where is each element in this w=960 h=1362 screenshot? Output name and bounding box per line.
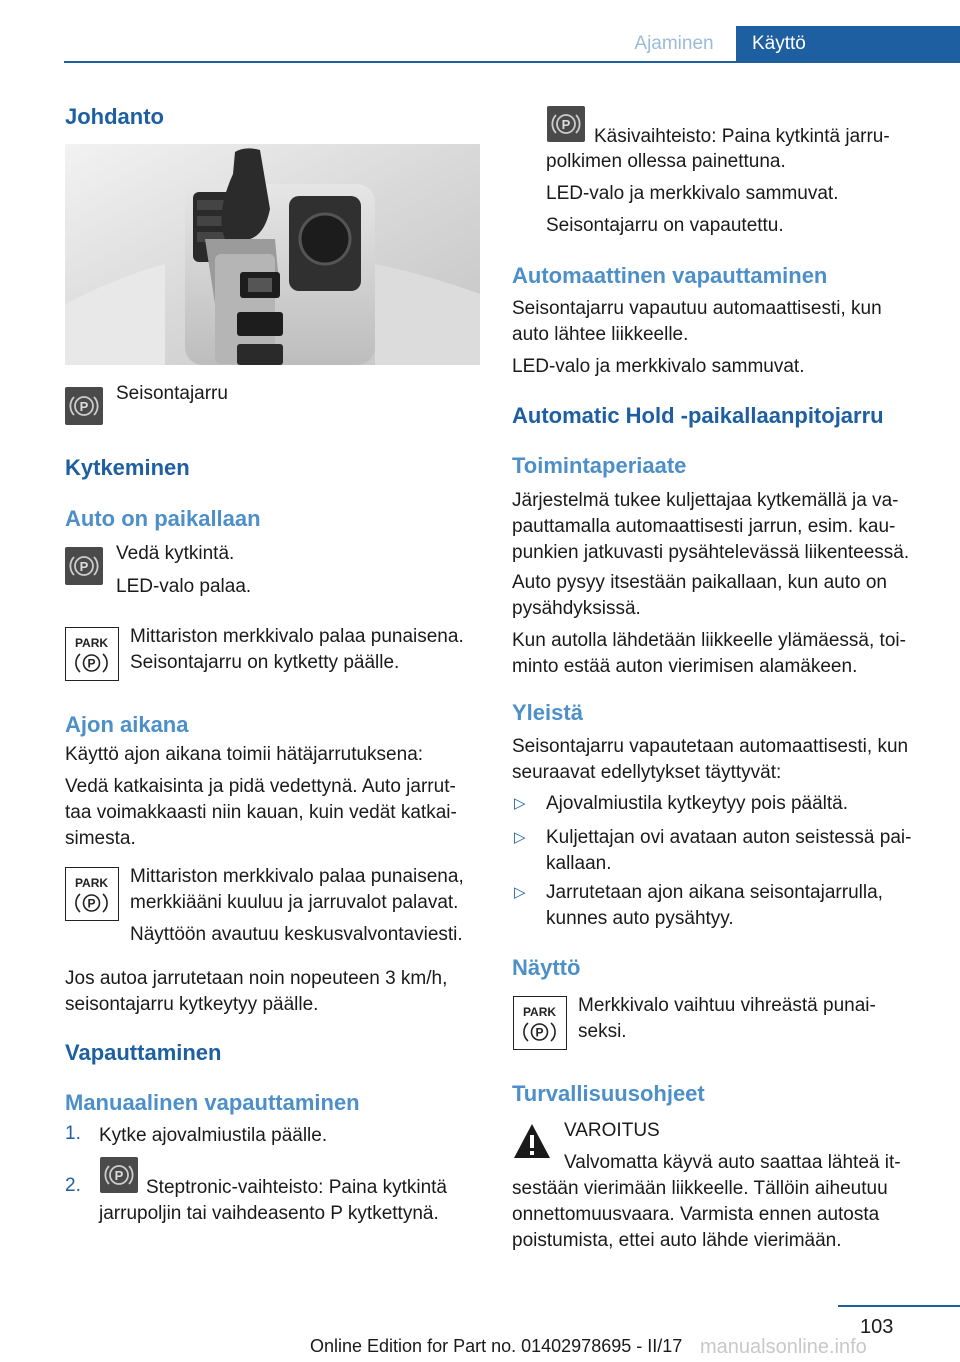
text-ajon-p2-l1: Vedä katkaisinta ja pidä vedettynä. Auto jarrut‐ (65, 776, 456, 797)
parking-brake-switch-icon (65, 387, 103, 425)
parking-brake-switch-icon (65, 547, 103, 585)
svg-text:PARK: PARK (74, 876, 109, 890)
svg-text:PARK: PARK (522, 1005, 557, 1019)
park-indicator-icon (513, 996, 567, 1050)
heading-toimintaperiaate: Toimintaperiaate (512, 453, 687, 478)
heading-automatic-hold: Automatic Hold -paikallaanpitojarru (512, 403, 884, 428)
svg-text:P: P (114, 1168, 124, 1183)
heading-turvallisuusohjeet: Turvallisuusohjeet (512, 1081, 705, 1106)
header-rule (64, 61, 960, 63)
text-pysyy-l2: pysähdyksissä. (512, 598, 641, 619)
watermark: manualsonline.info (700, 1336, 867, 1358)
heading-johdanto: Johdanto (65, 104, 164, 129)
text-kun-l1: Kun autolla lähdetään liikkeelle ylämäessä, toi‐ (512, 630, 906, 651)
page-number: 103 (860, 1316, 894, 1338)
bullet-item-cont: kunnes auto pysähtyy. (546, 908, 734, 929)
text-war-l4: poistumista, ettei auto lähde vierimään. (512, 1230, 842, 1251)
bullet-item: Ajovalmiustila kytkeytyy pois päältä. (546, 793, 849, 814)
bullet-item-cont: kallaan. (546, 853, 612, 874)
text-mittaristo-2-l1: Mittariston merkkivalo palaa punaisena, (130, 866, 464, 887)
text-varoitus: VAROITUS (564, 1120, 660, 1141)
text-kasi-a: Käsivaihteisto: Paina kytkintä jarru‐ (594, 126, 890, 147)
text-pysyy-l1: Auto pysyy itsestään paikallaan, kun auto on (512, 572, 887, 593)
text-auto-vap-l2: auto lähtee liikkeelle. (512, 324, 689, 345)
text-mittaristo-1b: Seisontajarru on kytketty päälle. (130, 652, 400, 673)
bullet-arrow-icon: ▷ (514, 884, 526, 901)
footer-edition: Online Edition for Part no. 01402978695 - II/17 (310, 1336, 683, 1356)
text-kun-l2: minto estää auton vierimisen alamäkeen. (512, 656, 858, 677)
bullet-arrow-icon: ▷ (514, 795, 526, 812)
heading-ajon-aikana: Ajon aikana (65, 712, 189, 737)
list-item-text-b: jarrupoljin tai vaihdeasento P kytkettynä. (99, 1203, 439, 1224)
heading-naytto: Näyttö (512, 955, 581, 980)
list-item-text-a: Steptronic-vaihteisto: Paina kytkintä (146, 1177, 447, 1198)
svg-text:P: P (535, 1025, 544, 1040)
heading-manuaalinen: Manuaalinen vapauttaminen (65, 1090, 360, 1115)
text-ajon-p2-l3: simesta. (65, 828, 136, 849)
tab-ajaminen[interactable]: Ajaminen (634, 32, 714, 54)
parking-brake-photo (65, 144, 480, 365)
warning-triangle-icon (512, 1122, 552, 1160)
svg-text:P: P (561, 117, 571, 132)
tab-kaytto[interactable]: Käyttö (736, 26, 960, 61)
heading-yleista: Yleistä (512, 700, 583, 725)
text-toim-l3: punkien jatkuvasti pysähtelevässä liikenteessä. (512, 542, 910, 563)
parking-brake-switch-icon (547, 106, 585, 142)
text-toim-l1: Järjestelmä tukee kuljettajaa kytkemällä ja va‐ (512, 490, 899, 511)
list-item-number: 1. (65, 1123, 81, 1144)
text-kasi-b: polkimen ollessa painettuna. (546, 151, 786, 172)
text-ajon-p2-l2: taa voimakkaasti niin kauan, kuin vedät katkai‐ (65, 802, 457, 823)
svg-text:PARK: PARK (74, 636, 109, 650)
svg-text:P: P (87, 896, 96, 911)
text-led-sammuvat: LED-valo ja merkkivalo sammuvat. (546, 183, 839, 204)
park-indicator-icon (65, 867, 119, 921)
list-item: Kytke ajovalmiustila päälle. (99, 1125, 328, 1146)
svg-text:P: P (79, 559, 89, 574)
text-veda-kytkinta: Vedä kytkintä. (116, 543, 235, 564)
bullet-item: Jarrutetaan ajon aikana seisontajarrulla, (546, 882, 883, 903)
list-item-number: 2. (65, 1175, 81, 1196)
text-war-l2: sestään vierimään liikkeelle. Tällöin aiheutuu (512, 1178, 888, 1199)
text-naytto-l2: seksi. (578, 1021, 627, 1042)
p-letter: P (79, 399, 89, 414)
text-jos-l1: Jos autoa jarrutetaan noin nopeuteen 3 km/h, (65, 968, 448, 989)
figure-caption: Seisontajarru (116, 383, 228, 404)
parking-brake-switch-icon (100, 1157, 138, 1193)
heading-automaattinen-vapauttaminen: Automaattinen vapauttaminen (512, 263, 828, 288)
text-jos-l2: seisontajarru kytkeytyy päälle. (65, 994, 319, 1015)
text-led-palaa: LED-valo palaa. (116, 576, 252, 597)
park-indicator-icon (65, 627, 119, 681)
heading-kytkeminen: Kytkeminen (65, 455, 190, 480)
text-led-sammuvat-2: LED-valo ja merkkivalo sammuvat. (512, 356, 805, 377)
svg-text:P: P (87, 656, 96, 671)
text-mittaristo-2-l2: merkkiääni kuuluu ja jarruvalot palavat. (130, 892, 459, 913)
text-vapautettu: Seisontajarru on vapautettu. (546, 215, 784, 236)
text-ajon-p1: Käyttö ajon aikana toimii hätäjarrutuksena: (65, 744, 424, 765)
bullet-item: Kuljettajan ovi avataan auton seistessä pai‐ (546, 827, 912, 848)
text-war-l1: Valvomatta käyvä auto saattaa lähteä it‐ (564, 1152, 901, 1173)
text-yl-l1: Seisontajarru vapautetaan automaattisesti, kun (512, 736, 909, 757)
text-auto-vap-l1: Seisontajarru vapautuu automaattisesti, kun (512, 298, 882, 319)
text-naytto-l1: Merkkivalo vaihtuu vihreästä punai‐ (578, 995, 876, 1016)
footer-rule (838, 1305, 960, 1307)
heading-vapauttaminen: Vapauttaminen (65, 1040, 222, 1065)
text-yl-l2: seuraavat edellytykset täyttyvät: (512, 762, 782, 783)
heading-auto-paikallaan: Auto on paikallaan (65, 506, 261, 531)
text-toim-l2: pauttamalla automaattisesti jarrun, esim. kau‐ (512, 516, 896, 537)
text-war-l3: onnettomuusvaara. Varmista ennen autosta (512, 1204, 880, 1225)
bullet-arrow-icon: ▷ (514, 829, 526, 846)
text-nayttoon: Näyttöön avautuu keskusvalvontaviesti. (130, 924, 463, 945)
text-mittaristo-1a: Mittariston merkkivalo palaa punaisena. (130, 626, 464, 647)
